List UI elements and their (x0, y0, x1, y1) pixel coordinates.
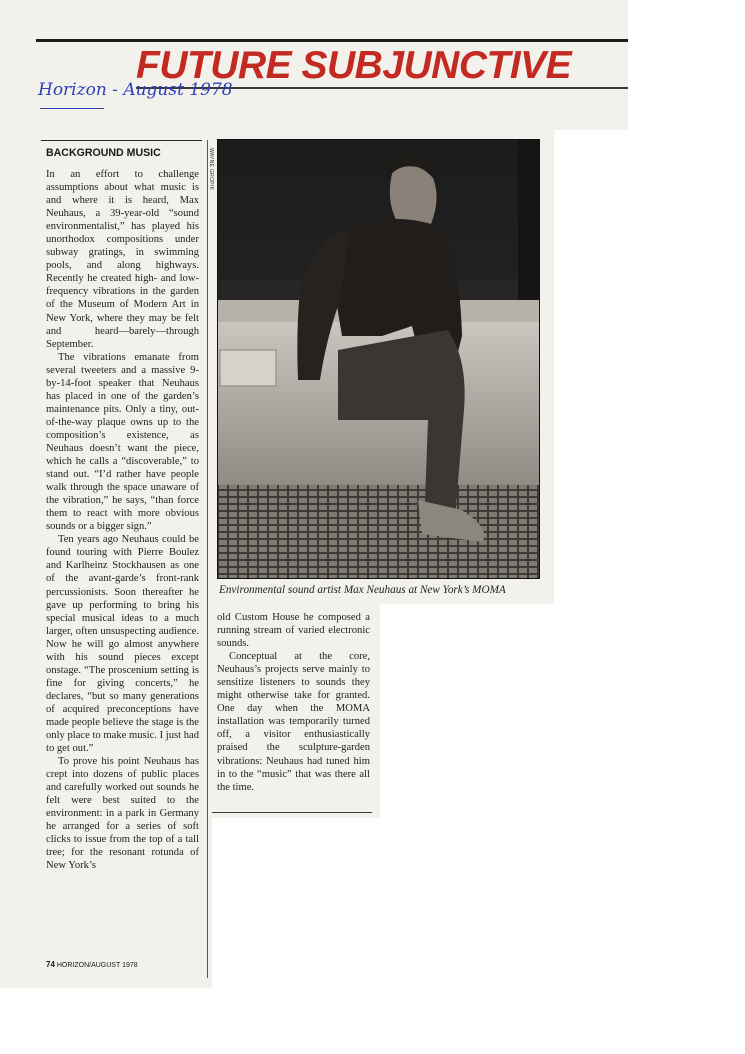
photo-caption: Environmental sound artist Max Neuhaus at New York’s MOMA (219, 584, 506, 596)
handwritten-note: Horizon - August 1978 (38, 80, 233, 100)
page-footer (46, 960, 138, 969)
paragraph: The vibrations emanate from several tweeters and a massive 9-by-14-foot speaker that Neuhaus has placed in one of the garden’s maintenance pits. Only a tiny, out-of-the-way plaque owns up to the composition’s existence, as Neuhaus doesn’t want the piece, which he calls a “discoverable,” to stand out. “I’d rather have people walk through the space unaware of the vibration,” he says, “than force them to react with more obvious sounds or a bigger sign.” (46, 351, 199, 533)
column-top-rule (41, 140, 202, 141)
header-top-rule (36, 39, 628, 42)
page-title: FUTURE SUBJUNCTIVE (136, 44, 572, 87)
page-number: 74 (46, 960, 55, 969)
paragraph: old Custom House he composed a running stream of varied electronic sounds. (217, 612, 370, 650)
handwritten-underline (40, 108, 104, 109)
photo-credit: WAYNE GROPIK (208, 148, 214, 191)
article-column-2 (217, 611, 370, 794)
paragraph: Ten years ago Neuhaus could be found touring with Pierre Boulez and Karlheinz Stockhausen as one of the avant-garde’s front-rank percussionists. Soon thereafter he gave up performing to bring his special musical ideas to a much larger, often unsuspecting audience. Now he will go almost anywhere with his sound pieces except onstage. “The proscenium setting is fine for giving concerts,” he declares, “but so many generations of acquired preconceptions have made people believe the stage is the only place to make music. I just had to get out.” (46, 534, 199, 755)
footer-publication: HORIZON/AUGUST 1978 (56, 962, 138, 969)
paragraph: In an effort to challenge assumptions about what music is and where it is heard, Max Neuhaus, a 39-year-old “sound environmentalist,” has played his unorthodox compositions under subway gratings, in swimming pools, and along highways. Recently he created high- and low-frequency vibrations in the garden of the Museum of Modern Art in New York, where they may be felt and heard—barely—through September. (46, 169, 199, 350)
photo-border (217, 139, 540, 579)
column-end-rule (212, 812, 372, 813)
column-divider (207, 140, 208, 978)
article-column-1 (46, 168, 199, 873)
section-heading: BACKGROUND MUSIC (46, 147, 161, 159)
paragraph: Conceptual at the core, Neuhaus’s projects serve mainly to sensitize listeners to sounds they might otherwise take for granted. One day when the MOMA installation was temporarily turned off, a visitor enthusiastically praised the sculpture-garden vibrations: Neuhaus had tuned him in to the “music” that was there all the time. (217, 651, 370, 793)
paragraph: To prove his point Neuhaus has crept into dozens of public places and carefully worked out sounds he felt were best suited to the environment: in a park in Germany he arranged for a series of soft clicks to issue from the top of a tall tree; for the resonant rotunda of New York’s (46, 756, 199, 872)
